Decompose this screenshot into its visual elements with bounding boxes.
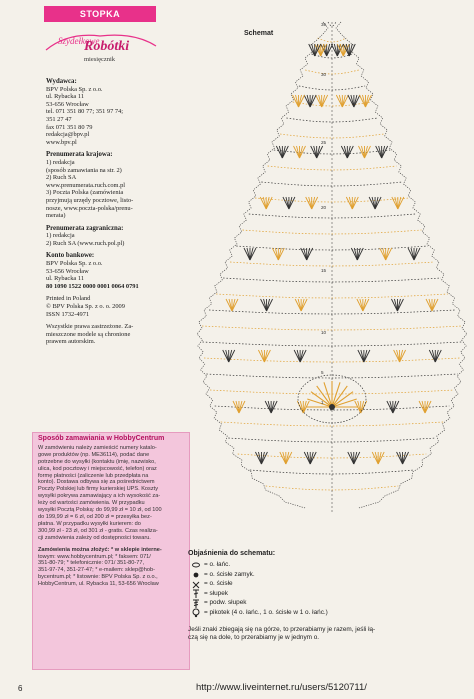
stitch-fan (294, 350, 306, 362)
rights-line: prawem autorskim. (46, 338, 96, 346)
double-crochet-icon (188, 589, 204, 599)
rights-line: Wszystkie prawa zastrzeżone. Za- (46, 323, 134, 331)
ordering-line: leży od wartości zamówienia. W przypadku (38, 500, 145, 507)
stitch-fan (272, 248, 284, 260)
stitch-fan (280, 452, 292, 464)
bank-line: ul. Rybacka 11 (46, 275, 85, 283)
stitch-fan (283, 197, 295, 209)
ordering-line: płatna. W przypadku wysyłki kurierem: do (38, 520, 141, 527)
foreign-subscription-heading: Prenumerata zagraniczna: (46, 224, 124, 232)
bank-line: 53-656 Wrocław (46, 267, 89, 275)
stitch-fan (316, 95, 328, 107)
ordering-contact-line: HobbyCentrum, ul. Rybacka 11, 53-656 Wrocław (38, 581, 159, 588)
rights-block (46, 323, 164, 346)
stitch-fan (357, 299, 369, 311)
stitch-fan (226, 299, 238, 311)
legend-item (188, 589, 470, 599)
row-number: 35 (321, 22, 327, 27)
subscription-line: nosze, www.poczta-polska/prenu- (46, 204, 133, 212)
picot-icon (188, 608, 204, 618)
ordering-line: gowe produktów (np. ME36114), podać dane (38, 451, 150, 458)
bank-account-number: 80 1090 1522 0000 0001 0064 0791 (46, 282, 139, 290)
ordering-line: wysyłki pokrywa zamawiający a ich wysokość za- (38, 493, 161, 500)
publisher-line: 351 27 47 (46, 115, 72, 123)
center-fan-stitch (332, 382, 340, 407)
ordering-line: W zamówieniu należy zamieścić numery katalo- (38, 444, 157, 451)
legend-label: = o. ścisłe zamyk. (204, 570, 255, 578)
legend-label: = o. ścisłe (204, 580, 233, 588)
legend-item (188, 580, 470, 590)
stitch-fan (261, 299, 273, 311)
stitch-fan (223, 350, 235, 362)
ordering-contact-line: bycentrum.pl; * listownie: BPV Polska Sp. z o.o., (38, 574, 158, 581)
stitch-fan (311, 146, 323, 158)
domestic-subscription-heading: Prenumerata krajowa: (46, 151, 113, 159)
single-crochet-icon (188, 581, 204, 589)
stitch-fan (293, 95, 305, 107)
row-number: 15 (321, 268, 327, 273)
stitch-fan (372, 452, 384, 464)
subscription-line: (sposób zamawiania na str. 2) (46, 166, 122, 174)
subscription-line: 1) redakcja (46, 232, 75, 240)
ordering-line: wysyłki Pocztą Polską: do 99,99 zł = 10 zł, od 100 (38, 507, 162, 514)
source-url-watermark[interactable]: http://www.liveinternet.ru/users/5120711/ (196, 682, 367, 693)
publisher-web-link[interactable]: www.bpv.pl (46, 138, 77, 146)
stitch-fan (265, 401, 277, 413)
magazine-logo (38, 28, 162, 64)
row-number: 1 (321, 400, 324, 405)
diagram-edge-scallop (336, 22, 467, 508)
stitch-fan (369, 197, 381, 209)
stitch-fan (387, 401, 399, 413)
bank-account-heading: Konto bankowe: (46, 252, 95, 260)
stitch-fan (358, 146, 370, 158)
bank-account-block (46, 252, 164, 290)
publisher-line: BPV Polska Sp. z o.o. (46, 85, 103, 93)
slip-stitch-icon (188, 571, 204, 579)
legend-item (188, 570, 470, 580)
stitch-fan (244, 248, 256, 260)
stitch-fan (394, 350, 406, 362)
imprint-column (46, 78, 164, 351)
legend-label: = pikotek (4 o. łańc., 1 o. ścisłe w 1 o. łańc.) (204, 609, 328, 617)
subscription-line: 1) redakcja (46, 158, 75, 166)
center-ring-start (329, 404, 335, 410)
row-number: 20 (321, 205, 327, 210)
chain-icon (188, 562, 204, 568)
legend-label: = o. łańc. (204, 561, 231, 569)
legend-label: = podw. słupek (204, 599, 247, 607)
stitch-fan (408, 248, 420, 260)
publisher-line: tel. 071 351 80 77; 351 97 74; (46, 108, 124, 116)
logo-top-text: Szydełkowe (58, 36, 100, 46)
ordering-line: konto). Dostawa odbywa się za pośrednictwem (38, 479, 155, 486)
stitch-fan (258, 350, 270, 362)
printed-line: © BPV Polska Sp. z o. o. 2009 (46, 303, 125, 311)
center-fan-stitch (307, 399, 332, 407)
stitch-fan (429, 350, 441, 362)
stitch-fan (380, 248, 392, 260)
page-number: 6 (18, 684, 23, 693)
publisher-line: ul. Rybacka 11 (46, 93, 85, 101)
stitch-fan (392, 197, 404, 209)
row-number: 25 (321, 140, 327, 145)
foreign-subscription-block (46, 225, 164, 248)
ordering-line: Poczty Polskiej lub firmy kurierskiej UPS. Koszty (38, 486, 158, 493)
center-fan-stitch (332, 386, 347, 407)
stitch-fan (376, 146, 388, 158)
ordering-line: potrzebne do wysyłki (kontaktu (imię, nazwisko, (38, 458, 156, 465)
center-fan-stitch (332, 399, 357, 407)
legend-item (188, 609, 470, 619)
subscription-line: merata) (46, 212, 66, 220)
crochet-chart-diagram (196, 14, 468, 546)
logo-sub-text: miesięcznik (84, 56, 116, 63)
logo-main-text: Robótki (84, 39, 130, 54)
stitch-fan (341, 146, 353, 158)
ordering-contact-line: 351-80-79; * telefonicznie: 071/ 351-80-77, (38, 560, 145, 567)
row-number: 10 (321, 330, 327, 335)
publisher-line: 53-656 Wrocław (46, 100, 89, 108)
row-number: 30 (321, 72, 327, 77)
stitch-fan (426, 299, 438, 311)
ordering-line: formę płatności (zaliczenie lub przedpłata na (38, 472, 149, 479)
legend-label: = słupek (204, 589, 228, 597)
domestic-subscription-block (46, 151, 164, 219)
printed-line: Printed in Poland (46, 295, 91, 303)
rights-line: mieszczone modele są chronione (46, 330, 131, 338)
diagram-title: Schemat (244, 30, 274, 37)
center-fan-stitch (317, 386, 332, 407)
subscription-line: 2) Ruch SA (46, 174, 77, 182)
ordering-contact-line[interactable]: towym: www.hobbycentrum.pl; * faksem: 071/ (38, 553, 151, 560)
diagram-edge-scallop (197, 22, 328, 508)
stitch-fan (304, 95, 316, 107)
ordering-line: 300,99 zł - 23 zł, od 301 zł - gratis. Czas realiza- (38, 527, 158, 534)
stitch-fan (397, 452, 409, 464)
stitch-fan (346, 197, 358, 209)
stitch-fan (306, 197, 318, 209)
treble-crochet-icon (188, 599, 204, 609)
stopka-heading: STOPKA (44, 6, 156, 22)
stitch-fan (358, 350, 370, 362)
publisher-email-link[interactable]: redakcja@bpv.pl (46, 131, 90, 139)
ordering-line: cji zamówienia zależy od dostępności towaru. (38, 534, 151, 541)
bank-line: BPV Polska Sp. z o.o. (46, 260, 103, 268)
stitch-fan (294, 146, 306, 158)
subscription-line: 2) Ruch SA (www.ruch.pol.pl) (46, 239, 125, 247)
legend-item (188, 561, 470, 571)
center-fan-stitch (324, 382, 332, 407)
ordering-contact-line: Zamówienia można złożyć: * w sklepie interne- (38, 546, 162, 553)
stitch-fan (255, 452, 267, 464)
ordering-info-box (32, 432, 190, 670)
ordering-line: ulica, kod pocztowy i miejscowość, telefon) oraz (38, 465, 157, 472)
legend-note-line: czą się na dole, to przerabiamy je w jednym o. (188, 634, 320, 642)
publisher-block (46, 78, 164, 146)
stitch-fan (276, 146, 288, 158)
row-number: 5 (321, 370, 324, 375)
subscription-line: przyjmują urzędy pocztowe, listo- (46, 196, 134, 204)
legend-title: Objaśnienia do schematu: (188, 550, 276, 557)
subscription-line: 3) Poczta Polska (zamówienia (46, 189, 124, 197)
printed-line: ISSN 1732-4971 (46, 310, 90, 318)
legend-note-line: Jeśli znaki zbiegają się na górze, to przerabiamy je razem, jeśli łą- (188, 626, 376, 634)
ordering-contact-line[interactable]: 351-97-74, 351-27-47; * e-mailem: sklep@hob- (38, 567, 155, 574)
legend-note (188, 626, 470, 642)
printed-block (46, 295, 164, 318)
ordering-title: Sposób zamawiania w HobbyCentrum (38, 435, 165, 442)
subscription-link[interactable]: www.prenumerata.ruch.com.pl (46, 181, 126, 189)
ordering-line: do 199,99 zł = 6 zł, od 200 zł = przesyłka bez- (38, 513, 152, 520)
stitch-fan (391, 299, 403, 311)
stitch-fan (295, 299, 307, 311)
diagram-legend (188, 550, 470, 643)
publisher-line: fax 071 351 80 79 (46, 123, 93, 131)
publisher-heading: Wydawca: (46, 78, 77, 85)
stitch-fan (359, 95, 371, 107)
stitch-fan (348, 452, 360, 464)
legend-item (188, 599, 470, 609)
